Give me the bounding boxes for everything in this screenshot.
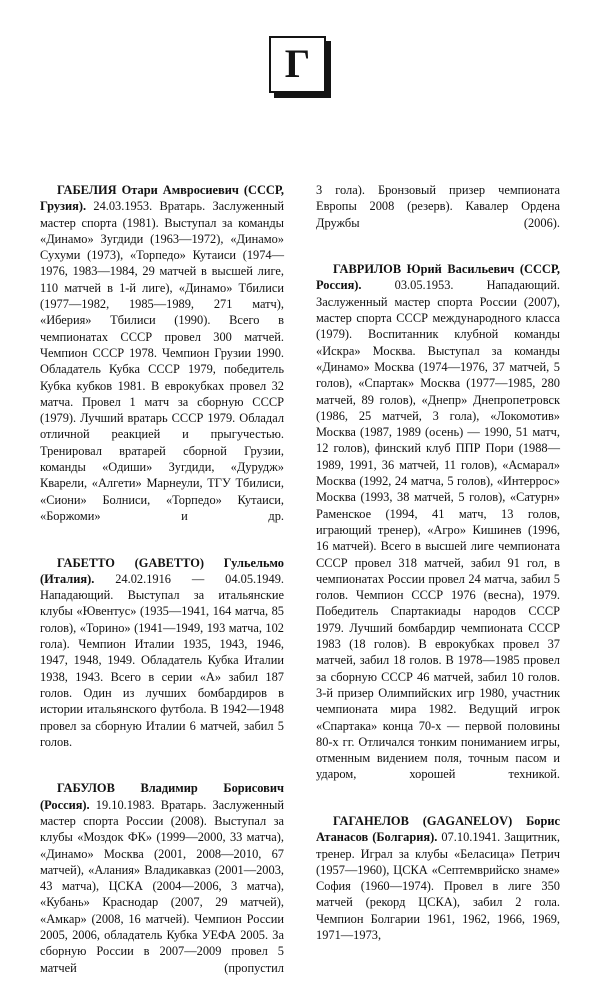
entry-gavrilov — [316, 261, 560, 799]
entry-gabulov-continuation — [316, 182, 560, 247]
letter-section-header — [0, 36, 600, 102]
left-column — [40, 182, 284, 975]
right-column — [316, 182, 560, 943]
entry-headword: ГАБУЛОВ Владимир Борисович (Россия). — [40, 781, 284, 812]
entry-gaganelov — [316, 813, 560, 960]
entry-body: 19.10.1983. Вратарь. Заслуженный мастер спорта России (2008). Выступал за клубы «Моздок ФК» (1999—2000, 33 матча), «Динамо» Москва (2001, 2008—2010, 67 матчей), «Алания» Владикавказ (2001—2003, 43 матча), ЦСКА (2004—2006, 3 матча), «Кубань» Краснодар (2007, 29 матчей), «Амкар» (2008, 16 матчей). Чемпион России 2005, 2006, обладатель Кубка УЕФА 2005. За сборную России в 2007—2009 провел 5 матчей (пропустил — [40, 797, 284, 975]
entry-gabetto — [40, 555, 284, 767]
letter-badge-box — [269, 36, 326, 93]
entry-headword: ГАВРИЛОВ Юрий Васильевич (СССР, Россия). — [316, 262, 560, 293]
entry-headword: ГАБЕЛИЯ Отари Амвросиевич (СССР, Грузия). — [40, 183, 284, 214]
letter-heading-glyph: Г — [284, 40, 311, 86]
entry-body: 07.10.1941. Защитник, тренер. Играл за клубы «Беласица» Петрич (1957—1960), ЦСКА «Септемврийско знаме» София (1960—1974). Провел в лиге 350 матчей (рекорд ЦСКА), забил 2 гола. Чемпион Болгарии 1961, 1962, 1966, 1969, 1971—1973, — [316, 830, 560, 943]
entry-gabulov — [40, 780, 284, 992]
entry-body: 03.05.1953. Нападающий. Заслуженный мастер спорта России (2007), мастер спорта СССР международного класса (1979). Воспитанник клубной команды «Искра» Москва. Выступал за команды «Динамо» Москва (1974—1976, 37 матчей, 5 голов), «Спартак» Москва (1977—1985, 280 матчей, 89 голов), «Днепр» Днепропетровск (1986, 25 матчей, 3 гола), «Локомотив» Москва (1987, 1989 (осень) — 1990, 51 матч, 12 голов), финский клуб ППР Пори (1988—1989, 1991, 36 матчей, 11 голов), «Асмарал» Москва (1992, 24 матча, 5 голов), «Интеррос» Москва (1993, 38 матчей, 5 голов), «Сатурн» Раменское (1994, 41 матч, 13 голов, играющий тренер), «Агро» Кишинев (1996, 16 матчей). Всего в высшей лиге чемпионата СССР провел 318 матчей, забил 91 гол, в чемпионатах России провел 24 матча, забил 5 голов. Чемпион СССР 1976 (весна), 1979. Победитель Спартакиады народов СССР 1979. Лучший бомбардир чемпионата СССР 1983 (18 голов). В еврокубках провел 37 матчей, забил 18 голов. В 1978—1985 провел за сборную СССР 46 матчей, забил 10 голов. 3-й призер Олимпийских игр 1980, участник чемпионата мира 1982. Ведущий игрок «Спартака» конца 70-х — первой половины 80-х гг. Отличался тонким пониманием игры, отменным видением поля, точным пасом и ударом, хорошей техникой. — [316, 278, 560, 782]
entry-body: 3 гола). Бронзовый призер чемпионата Европы 2008 (резерв). Кавалер Ордена Дружбы (2006). — [316, 183, 560, 230]
entry-body: 24.03.1953. Вратарь. Заслуженный мастер спорта (1981). Выступал за команды «Динамо» Зугдиди (1963—1972), «Динамо» Сухуми (1973), «Торпедо» Кутаиси (1974—1976, 1983—1984, 29 матчей в высшей лиге, 110 матчей в 1-й лиге), «Динамо» Тбилиси (1977—1982, 1985—1989, 271 матч), «Иберия» Тбилиси (1990). Всего в чемпионатах СССР провел 300 матчей. Чемпион СССР 1978. Чемпион Грузии 1990. Обладатель Кубка СССР 1979, победитель Кубка кубков 1981. В еврокубках провел 32 матча. Провел 1 матч за сборную СССР (1979). Лучший вратарь СССР 1979. Обладал отличной реакцией и прыгучестью. Тренировал вратарей сборной Грузии, команды «Одиши» Зугдиди, «Дурудж» Кварели, «Алгети» Марнеули, ТГУ Тбилиси, «Сиони» Болниси, «Торпедо» Кутаиси, «Боржоми» и др. — [40, 199, 284, 523]
entry-headword: ГАБЕТТО (GABETTO) Гульельмо (Италия). — [40, 555, 284, 586]
page-body — [0, 182, 600, 975]
letter-badge — [269, 36, 331, 98]
entry-gabeliya — [40, 182, 284, 541]
entry-body: 24.02.1916 — 04.05.1949. Нападающий. Выступал за итальянские клубы «Ювентус» (1935—1941, 164 матча, 85 голов), «Торино» (1941—1949, 193 матча, 102 гола). Чемпион Италии 1935, 1943, 1946, 1947, 1948, 1949. Обладатель Кубка Италии 1938, 1943. Всего в серии «А» забил 187 голов. Один из лучших бомбардиров в истории итальянского футбола. В 1942—1948 провел за сборную Италии 6 матчей, забил 5 голов. — [40, 571, 284, 749]
entry-headword: ГАГАНЕЛОВ (GAGANELOV) Борис Атанасов (Болгария). — [316, 813, 560, 845]
